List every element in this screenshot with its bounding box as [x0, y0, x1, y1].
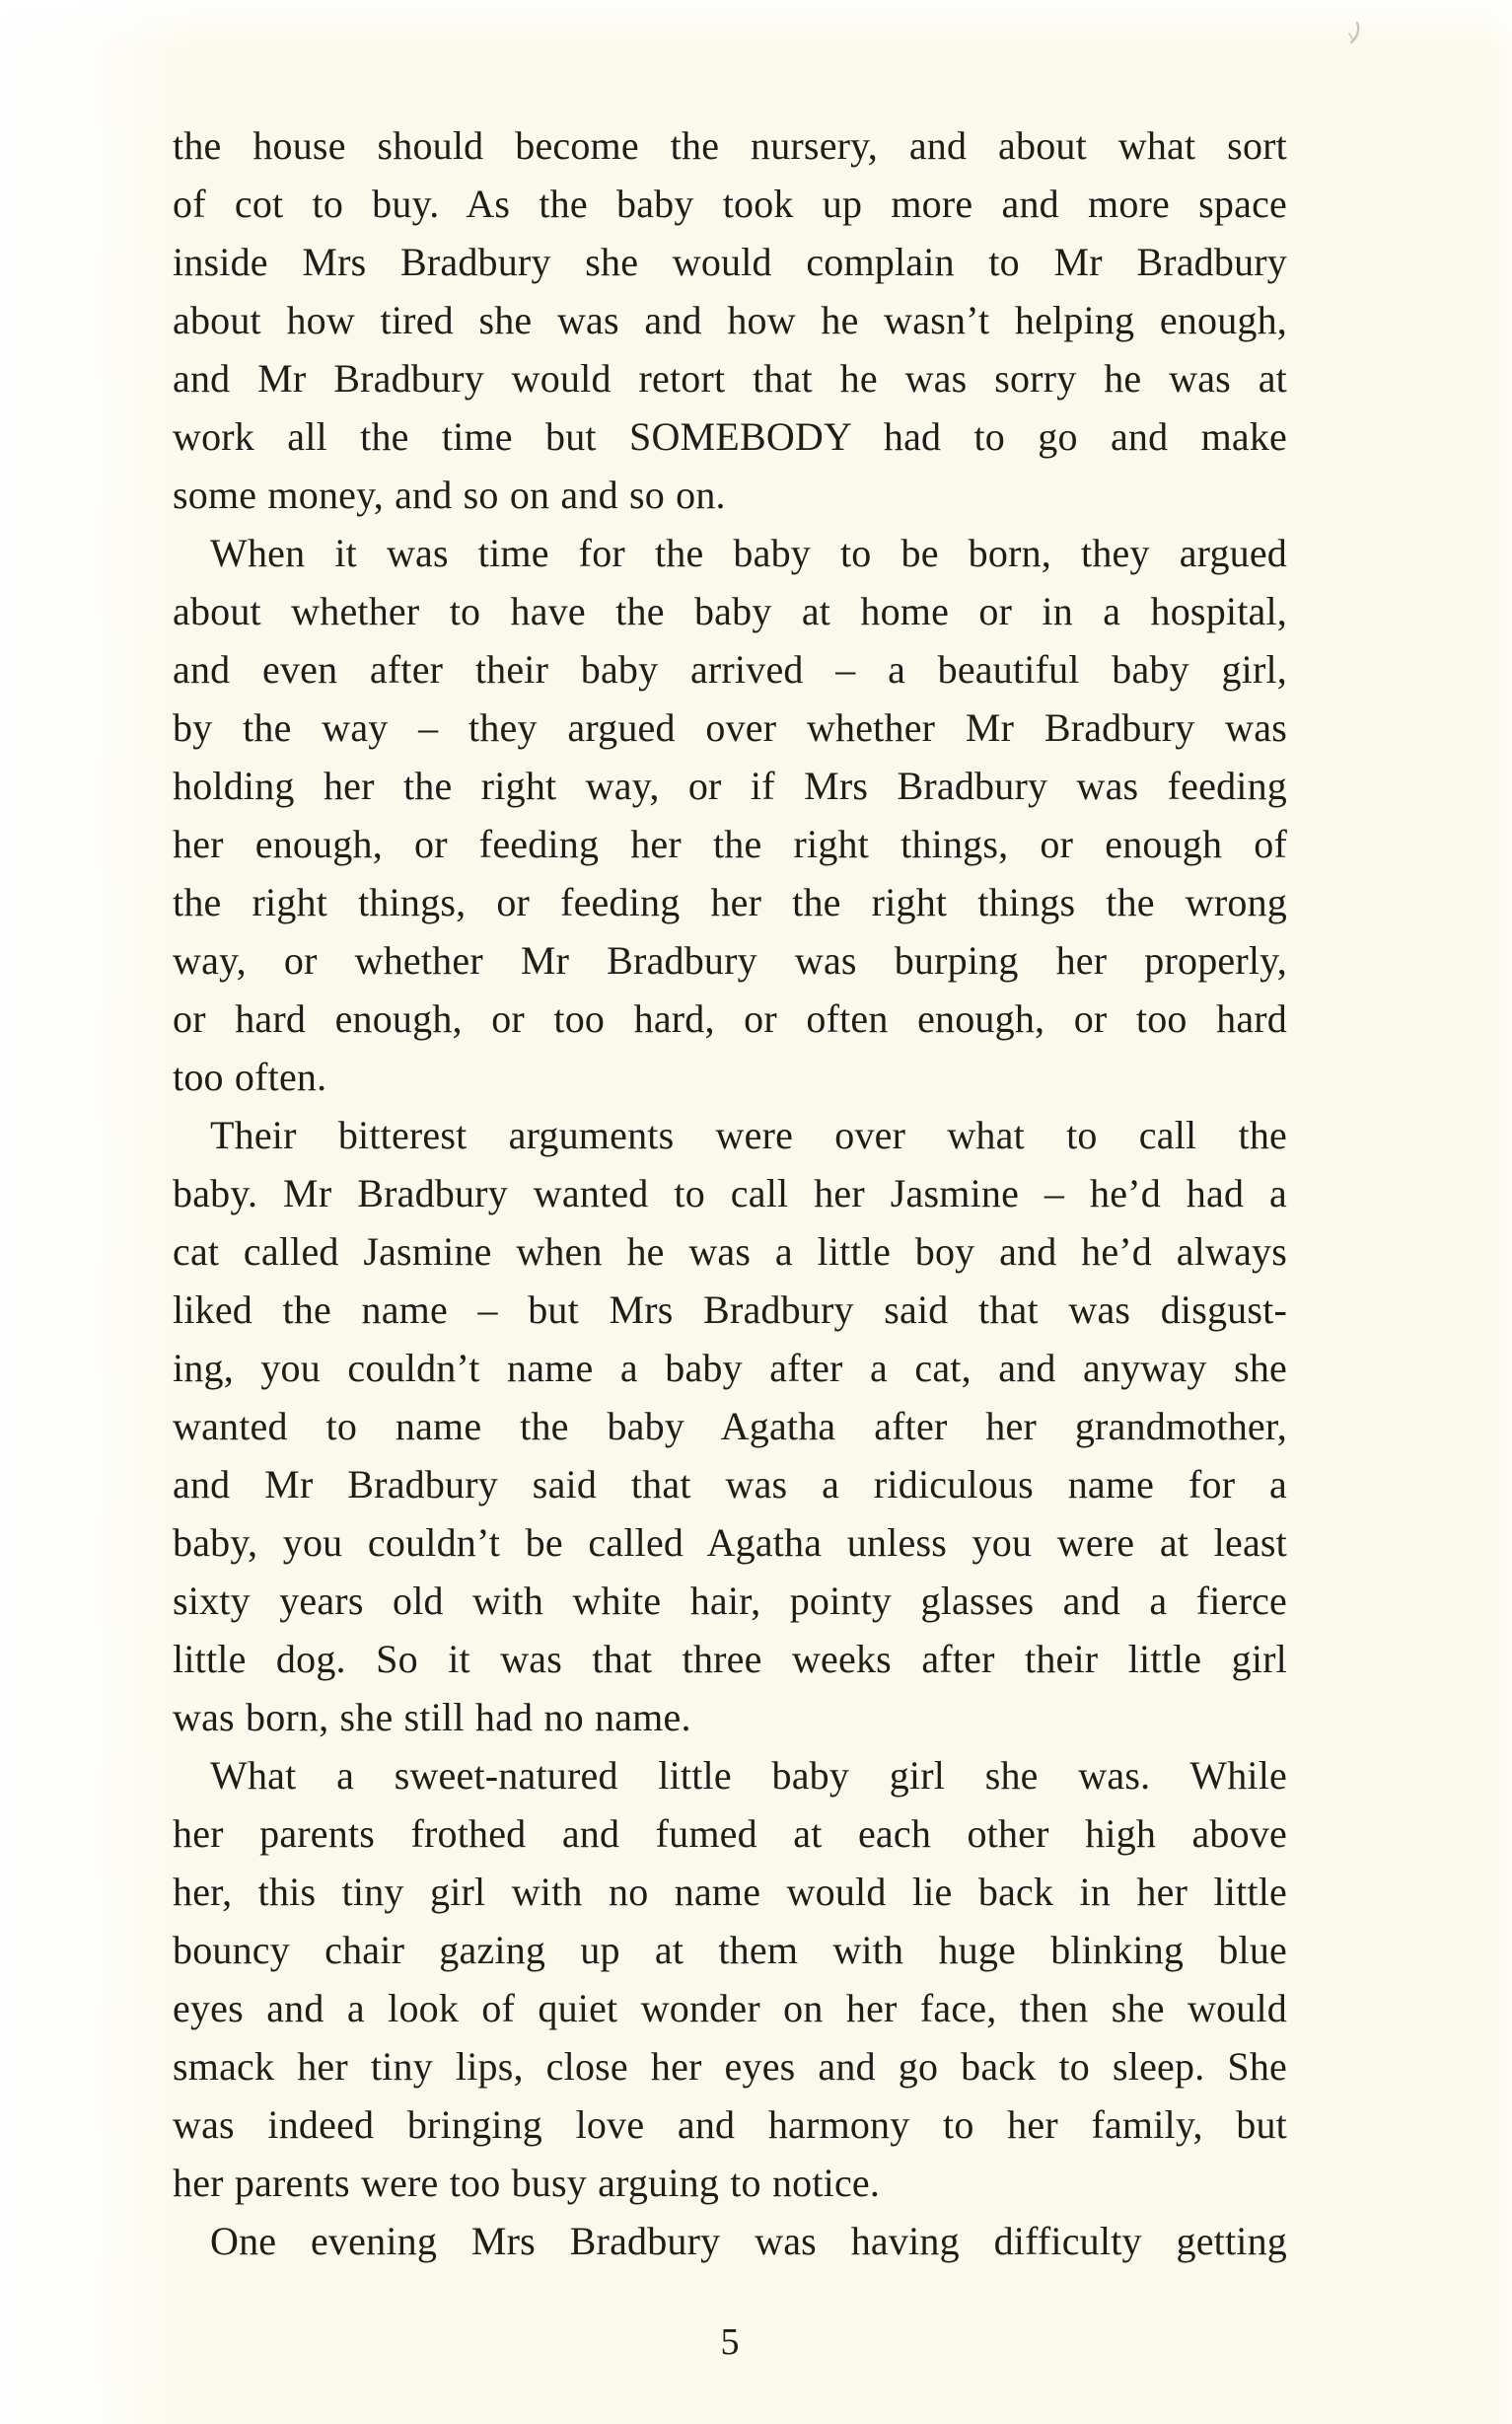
text-line: smack her tiny lips, close her eyes and go back to sleep. She [173, 2044, 1287, 2089]
text-line: her parents frothed and fumed at each other high above [173, 1811, 1287, 1856]
text-line: ing, you couldn’t name a baby after a cat, and anyway she [173, 1346, 1287, 1390]
paragraph [173, 2212, 1287, 2270]
text-line: was born, she still had no name. [173, 1695, 691, 1739]
text-line: her, this tiny girl with no name would lie back in her little [173, 1870, 1287, 1914]
scan-smudge-icon [1343, 20, 1365, 49]
text-line: wanted to name the baby Agatha after her grandmother, [173, 1404, 1287, 1448]
text-line: some money, and so on and so on. [173, 473, 726, 517]
paragraph [173, 116, 1287, 524]
text-line: and Mr Bradbury would retort that he was sorry he was at [173, 356, 1287, 401]
text-line: of cot to buy. As the baby took up more and more space [173, 182, 1287, 226]
text-line: the right things, or feeding her the right things the wrong [173, 880, 1287, 924]
text-line: inside Mrs Bradbury she would complain to Mr Bradbury [173, 240, 1287, 284]
text-line: When it was time for the baby to be born, they argued [210, 531, 1287, 575]
text-line: One evening Mrs Bradbury was having difficulty getting [210, 2219, 1287, 2263]
text-line: by the way – they argued over whether Mr Bradbury was [173, 705, 1287, 750]
text-line: work all the time but SOMEBODY had to go and make [173, 414, 1287, 459]
text-line: about how tired she was and how he wasn’t helping enough, [173, 298, 1287, 342]
text-line: baby. Mr Bradbury wanted to call her Jasmine – he’d had a [173, 1171, 1287, 1215]
text-line: little dog. So it was that three weeks after their little girl [173, 1637, 1287, 1681]
text-line: and even after their baby arrived – a beautiful baby girl, [173, 647, 1287, 692]
text-line: and Mr Bradbury said that was a ridiculous name for a [173, 1462, 1287, 1506]
text-line: about whether to have the baby at home or in a hospital, [173, 589, 1287, 633]
text-line: liked the name – but Mrs Bradbury said that was disgust- [173, 1287, 1287, 1332]
text-line: holding her the right way, or if Mrs Bradbury was feeding [173, 764, 1287, 808]
text-line: the house should become the nursery, and about what sort [173, 123, 1287, 168]
text-line: way, or whether Mr Bradbury was burping her properly, [173, 938, 1287, 983]
paragraph [173, 1746, 1287, 2212]
text-line: or hard enough, or too hard, or often enough, or too hard [173, 996, 1287, 1041]
text-line: bouncy chair gazing up at them with huge blinking blue [173, 1928, 1287, 1972]
text-line: baby, you couldn’t be called Agatha unless you were at least [173, 1520, 1287, 1565]
paragraph [173, 1106, 1287, 1746]
text-line: was indeed bringing love and harmony to her family, but [173, 2102, 1287, 2147]
page-number: 5 [720, 2321, 740, 2363]
text-line: sixty years old with white hair, pointy glasses and a fierce [173, 1579, 1287, 1623]
text-line: her enough, or feeding her the right things, or enough of [173, 822, 1287, 866]
text-line: What a sweet-natured little baby girl she was. While [210, 1753, 1287, 1798]
paragraph [173, 524, 1287, 1106]
text-line: too often. [173, 1055, 327, 1099]
text-line: her parents were too busy arguing to notice. [173, 2161, 881, 2205]
page-text-block [173, 116, 1287, 2270]
text-line: cat called Jasmine when he was a little boy and he’d always [173, 1229, 1287, 1274]
text-line: Their bitterest arguments were over what to call the [210, 1113, 1287, 1157]
text-line: eyes and a look of quiet wonder on her face, then she would [173, 1986, 1287, 2030]
